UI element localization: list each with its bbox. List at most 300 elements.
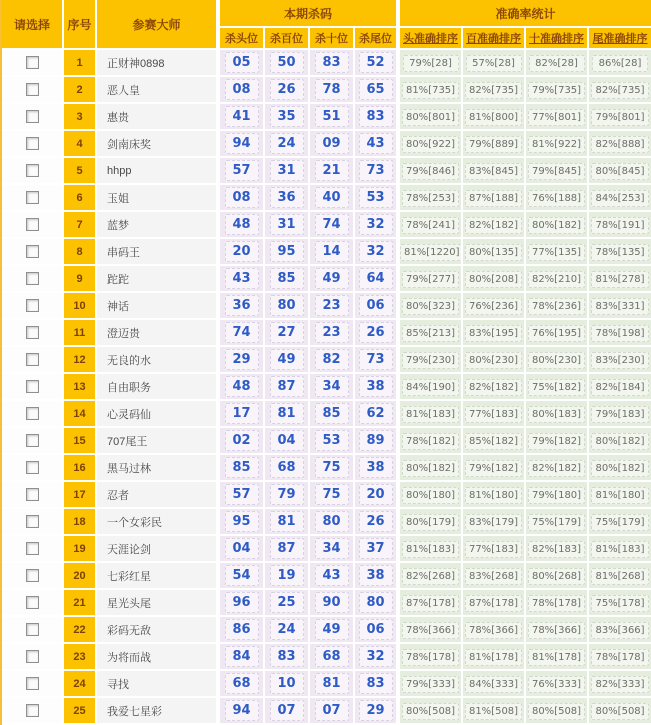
kill-number-cell (220, 50, 265, 77)
row-checkbox[interactable] (26, 515, 39, 528)
stat-value: 82%[210] (528, 271, 585, 288)
stat-value: 77%[183] (465, 541, 522, 558)
kill-number-cell (355, 671, 400, 698)
stat-value: 80%[508] (402, 703, 459, 720)
header-stat-sort-0[interactable] (400, 28, 463, 50)
row-index: 22 (64, 617, 97, 644)
stat-value-cell (526, 563, 589, 590)
kill-number-cell (355, 185, 400, 212)
kill-number-cell (355, 50, 400, 77)
stat-value: 80%[182] (591, 460, 648, 477)
stat-value: 82%[735] (465, 82, 522, 99)
stat-value-cell (400, 617, 463, 644)
stat-value: 77%[801] (528, 109, 585, 126)
stat-value-cell (526, 347, 589, 374)
master-name: 蓝梦 (97, 212, 220, 239)
stat-sort-link[interactable]: 头准确排序 (403, 33, 459, 45)
header-row-groups (2, 0, 651, 28)
select-cell (2, 509, 64, 536)
kill-number: 75 (315, 457, 349, 478)
kill-number-cell (355, 158, 400, 185)
row-index: 8 (64, 239, 97, 266)
kill-number: 51 (315, 106, 349, 127)
select-cell (2, 77, 64, 104)
stat-value-cell (463, 428, 526, 455)
stat-value: 81%[178] (528, 649, 585, 666)
stat-value-cell (400, 131, 463, 158)
stat-value-cell (589, 266, 651, 293)
stat-value-cell (463, 374, 526, 401)
stat-value-cell (589, 158, 651, 185)
stat-value-cell (589, 77, 651, 104)
kill-number-cell (220, 347, 265, 374)
stat-value-cell (400, 50, 463, 77)
kill-number-cell (355, 644, 400, 671)
kill-number: 81 (315, 673, 349, 694)
row-index: 9 (64, 266, 97, 293)
stat-value-cell (526, 482, 589, 509)
stat-value: 82%[888] (591, 136, 648, 153)
row-checkbox[interactable] (26, 164, 39, 177)
stat-value: 80%[182] (402, 460, 459, 477)
stat-value-cell (526, 698, 589, 725)
select-cell (2, 185, 64, 212)
stat-value-cell (589, 131, 651, 158)
stat-value: 79%[182] (528, 433, 585, 450)
stat-value: 83%[845] (465, 163, 522, 180)
kill-number: 84 (225, 646, 259, 667)
kill-number-cell (265, 563, 310, 590)
stat-value-cell (526, 617, 589, 644)
select-cell (2, 482, 64, 509)
kill-number-cell (355, 698, 400, 725)
master-name: 玉姐 (97, 185, 220, 212)
select-cell (2, 617, 64, 644)
kill-number: 38 (359, 376, 393, 397)
stat-value-cell (463, 644, 526, 671)
stat-value: 78%[366] (528, 622, 585, 639)
master-name: 剑南床奖 (97, 131, 220, 158)
kill-number-cell (265, 671, 310, 698)
kill-number: 65 (359, 79, 393, 100)
kill-number: 83 (270, 646, 304, 667)
stat-value: 81%[735] (402, 82, 459, 99)
kill-number: 68 (270, 457, 304, 478)
stat-value-cell (400, 590, 463, 617)
kill-number-cell (310, 50, 355, 77)
kill-number-cell (310, 644, 355, 671)
stat-value: 78%[191] (591, 217, 648, 234)
select-cell (2, 131, 64, 158)
kill-number-cell (355, 590, 400, 617)
stat-value: 81%[922] (528, 136, 585, 153)
kill-number-cell (310, 347, 355, 374)
row-index: 5 (64, 158, 97, 185)
row-checkbox[interactable] (26, 623, 39, 636)
row-index: 7 (64, 212, 97, 239)
kill-number: 38 (359, 457, 393, 478)
row-checkbox[interactable] (26, 326, 39, 339)
kill-number: 40 (315, 187, 349, 208)
row-checkbox[interactable] (26, 272, 39, 285)
stat-value: 81%[183] (402, 406, 459, 423)
stat-value: 80%[845] (591, 163, 648, 180)
stat-value-cell (400, 212, 463, 239)
kill-number-cell (265, 644, 310, 671)
master-name: 神话 (97, 293, 220, 320)
kill-number-cell (265, 347, 310, 374)
kill-number: 43 (359, 133, 393, 154)
row-checkbox[interactable] (26, 56, 39, 69)
row-checkbox[interactable] (26, 488, 39, 501)
kill-number: 32 (359, 241, 393, 262)
stat-value: 78%[236] (528, 298, 585, 315)
stat-value-cell (589, 617, 651, 644)
row-checkbox[interactable] (26, 380, 39, 393)
header-kills-group: 本期杀码 (220, 0, 400, 28)
stat-value: 83%[331] (591, 298, 648, 315)
kill-number: 06 (359, 619, 393, 640)
row-index: 1 (64, 50, 97, 77)
stat-value: 83%[179] (465, 514, 522, 531)
kill-number-cell (355, 455, 400, 482)
stat-value-cell (463, 590, 526, 617)
kill-number: 24 (270, 619, 304, 640)
kill-number-cell (220, 428, 265, 455)
stat-value-cell (526, 293, 589, 320)
stat-value-cell (463, 212, 526, 239)
kill-number: 50 (270, 52, 304, 73)
table-row (2, 698, 651, 725)
kill-number-cell (310, 617, 355, 644)
row-checkbox[interactable] (26, 407, 39, 420)
kill-number: 80 (270, 295, 304, 316)
select-cell (2, 50, 64, 77)
header-kill-col-0: 杀头位 (220, 28, 265, 50)
select-cell (2, 401, 64, 428)
row-checkbox[interactable] (26, 245, 39, 258)
stat-value-cell (463, 617, 526, 644)
kill-number-cell (355, 563, 400, 590)
kill-number: 68 (225, 673, 259, 694)
kill-number-cell (220, 509, 265, 536)
row-checkbox[interactable] (26, 461, 39, 474)
row-index: 4 (64, 131, 97, 158)
table-row (2, 185, 651, 212)
kill-number: 81 (270, 403, 304, 424)
kill-number: 57 (225, 484, 259, 505)
table-row (2, 239, 651, 266)
table-row (2, 617, 651, 644)
row-checkbox[interactable] (26, 596, 39, 609)
kill-number: 53 (359, 187, 393, 208)
row-checkbox[interactable] (26, 137, 39, 150)
stat-value: 76%[195] (528, 325, 585, 342)
stat-value: 79%[28] (403, 55, 459, 72)
kill-number-cell (220, 401, 265, 428)
row-checkbox[interactable] (26, 191, 39, 204)
stat-value: 79%[889] (465, 136, 522, 153)
row-checkbox[interactable] (26, 218, 39, 231)
kill-number: 20 (359, 484, 393, 505)
kill-number-cell (220, 266, 265, 293)
kill-number: 48 (225, 214, 259, 235)
kill-number: 83 (359, 673, 393, 694)
header-master-column: 参赛大师 (97, 0, 220, 50)
stat-value-cell (463, 671, 526, 698)
stat-value-cell (589, 644, 651, 671)
row-index: 25 (64, 698, 97, 725)
header-stats-group: 准确率统计 (400, 0, 651, 28)
kill-number-cell (265, 617, 310, 644)
select-cell (2, 158, 64, 185)
stat-value: 76%[333] (528, 676, 585, 693)
kill-number-cell (220, 293, 265, 320)
stat-value-cell (589, 509, 651, 536)
stat-value-cell (526, 239, 589, 266)
stat-value: 79%[180] (528, 487, 585, 504)
kill-number: 41 (225, 106, 259, 127)
kill-number-cell (220, 617, 265, 644)
kill-number-cell (355, 617, 400, 644)
table-row (2, 293, 651, 320)
master-name: 惠贵 (97, 104, 220, 131)
master-name: 彩码无敌 (97, 617, 220, 644)
stat-value: 79%[801] (591, 109, 648, 126)
stat-value-cell (400, 320, 463, 347)
kill-number: 36 (225, 295, 259, 316)
stat-value: 81%[508] (465, 703, 522, 720)
stat-value: 80%[508] (591, 703, 648, 720)
kill-number-cell (220, 239, 265, 266)
table-row (2, 50, 651, 77)
kill-number: 26 (270, 79, 304, 100)
select-cell (2, 212, 64, 239)
stat-value: 82%[182] (465, 379, 522, 396)
master-name: 寻找 (97, 671, 220, 698)
select-cell (2, 455, 64, 482)
header-stat-sort-2[interactable] (526, 28, 589, 50)
master-name: 707尾王 (97, 428, 220, 455)
kill-number: 09 (315, 133, 349, 154)
stat-value: 79%[183] (591, 406, 648, 423)
stat-value: 78%[182] (402, 433, 459, 450)
table-row (2, 482, 651, 509)
kill-number: 21 (315, 160, 349, 181)
kill-number-cell (310, 455, 355, 482)
kill-number-cell (265, 293, 310, 320)
row-checkbox[interactable] (26, 353, 39, 366)
row-checkbox[interactable] (26, 542, 39, 555)
select-cell (2, 698, 64, 725)
stat-value-cell (589, 347, 651, 374)
stat-sort-link[interactable]: 百准确排序 (466, 33, 522, 45)
kill-number: 75 (315, 484, 349, 505)
select-cell (2, 266, 64, 293)
kill-number-cell (265, 428, 310, 455)
stat-value-cell (589, 239, 651, 266)
stat-sort-link[interactable]: 十准确排序 (529, 33, 585, 45)
kill-number-cell (310, 212, 355, 239)
row-index: 14 (64, 401, 97, 428)
row-checkbox[interactable] (26, 704, 39, 717)
kill-number: 78 (315, 79, 349, 100)
stat-value: 79%[277] (402, 271, 459, 288)
row-index: 16 (64, 455, 97, 482)
select-cell (2, 293, 64, 320)
stat-value: 78%[135] (591, 244, 648, 261)
kill-number: 08 (225, 79, 259, 100)
kill-number-cell (265, 185, 310, 212)
kill-number: 34 (315, 538, 349, 559)
row-index: 24 (64, 671, 97, 698)
kill-number: 87 (270, 538, 304, 559)
stat-value: 80%[135] (465, 244, 522, 261)
stat-value: 86%[28] (592, 55, 648, 72)
row-checkbox[interactable] (26, 650, 39, 663)
kill-number: 25 (270, 592, 304, 613)
stat-value-cell (400, 482, 463, 509)
kill-number-cell (310, 374, 355, 401)
row-checkbox[interactable] (26, 569, 39, 582)
kill-number-cell (355, 293, 400, 320)
master-name: 星光头尾 (97, 590, 220, 617)
stat-value-cell (589, 563, 651, 590)
stat-value-cell (400, 428, 463, 455)
kill-number: 07 (270, 700, 304, 721)
kill-number-cell (265, 50, 310, 77)
kill-number-cell (220, 644, 265, 671)
kill-number-cell (265, 239, 310, 266)
kill-number: 80 (315, 511, 349, 532)
row-checkbox[interactable] (26, 110, 39, 123)
table-row (2, 158, 651, 185)
kill-number-cell (220, 104, 265, 131)
stat-value: 75%[182] (528, 379, 585, 396)
table-row (2, 536, 651, 563)
stat-sort-link[interactable]: 尾准确排序 (592, 33, 648, 45)
stat-value-cell (400, 509, 463, 536)
kill-number-cell (265, 266, 310, 293)
stat-value: 78%[241] (402, 217, 459, 234)
stat-value-cell (400, 536, 463, 563)
kill-number-cell (310, 320, 355, 347)
master-name: 我爱七星彩 (97, 698, 220, 725)
kill-number: 04 (270, 430, 304, 451)
kill-number: 23 (315, 295, 349, 316)
stat-value-cell (400, 401, 463, 428)
kill-number-cell (355, 536, 400, 563)
kill-number-cell (220, 563, 265, 590)
kill-number: 53 (315, 430, 349, 451)
kill-number-cell (220, 158, 265, 185)
kill-number: 82 (315, 349, 349, 370)
stat-value-cell (589, 212, 651, 239)
kill-number: 17 (225, 403, 259, 424)
row-checkbox[interactable] (26, 434, 39, 447)
table-row (2, 347, 651, 374)
header-stat-sort-3[interactable] (589, 28, 651, 50)
kill-number-cell (310, 536, 355, 563)
stat-value-cell (589, 482, 651, 509)
header-stat-sort-1[interactable] (463, 28, 526, 50)
kill-number: 20 (225, 241, 259, 262)
kill-number: 19 (270, 565, 304, 586)
stat-value-cell (463, 536, 526, 563)
kill-number: 14 (315, 241, 349, 262)
stat-value: 81%[180] (591, 487, 648, 504)
stat-value: 80%[508] (528, 703, 585, 720)
kill-number-cell (265, 509, 310, 536)
stat-value: 82%[182] (528, 460, 585, 477)
stat-value: 80%[182] (528, 217, 585, 234)
stat-value-cell (589, 185, 651, 212)
master-name: 正财神0898 (97, 50, 220, 77)
header-index-column: 序号 (64, 0, 97, 50)
stat-value: 81%[178] (465, 649, 522, 666)
stat-value-cell (463, 320, 526, 347)
stat-value-cell (526, 77, 589, 104)
kill-number: 38 (359, 565, 393, 586)
table-row (2, 212, 651, 239)
stat-value-cell (400, 185, 463, 212)
kill-number-cell (310, 77, 355, 104)
kill-number-cell (310, 509, 355, 536)
kill-number: 80 (359, 592, 393, 613)
kill-number-cell (310, 131, 355, 158)
master-name: 跎跎 (97, 266, 220, 293)
row-checkbox[interactable] (26, 83, 39, 96)
kill-number: 62 (359, 403, 393, 424)
kill-number: 74 (225, 322, 259, 343)
table-row (2, 374, 651, 401)
kill-number: 89 (359, 430, 393, 451)
stat-value-cell (400, 239, 463, 266)
kill-number-cell (265, 158, 310, 185)
row-index: 3 (64, 104, 97, 131)
row-index: 23 (64, 644, 97, 671)
kill-number-cell (310, 401, 355, 428)
stat-value: 80%[922] (402, 136, 459, 153)
stat-value-cell (589, 50, 651, 77)
select-cell (2, 671, 64, 698)
stat-value: 85%[213] (402, 325, 459, 342)
stat-value-cell (400, 293, 463, 320)
kill-number-cell (265, 104, 310, 131)
kill-number-cell (220, 698, 265, 725)
stat-value: 57%[28] (466, 55, 522, 72)
kill-number-cell (355, 374, 400, 401)
stat-value-cell (463, 158, 526, 185)
stat-value-cell (526, 266, 589, 293)
kill-number-cell (310, 104, 355, 131)
stat-value: 83%[195] (465, 325, 522, 342)
stat-value: 79%[846] (402, 163, 459, 180)
row-checkbox[interactable] (26, 299, 39, 312)
row-checkbox[interactable] (26, 677, 39, 690)
kill-number: 02 (225, 430, 259, 451)
stat-value-cell (526, 131, 589, 158)
stat-value: 79%[182] (465, 460, 522, 477)
master-name: 天涯论剑 (97, 536, 220, 563)
stat-value: 76%[236] (465, 298, 522, 315)
kill-number: 29 (225, 349, 259, 370)
stat-value: 79%[333] (402, 676, 459, 693)
kill-number-cell (265, 590, 310, 617)
kill-number-cell (265, 536, 310, 563)
stat-value-cell (526, 158, 589, 185)
stat-value: 80%[230] (465, 352, 522, 369)
